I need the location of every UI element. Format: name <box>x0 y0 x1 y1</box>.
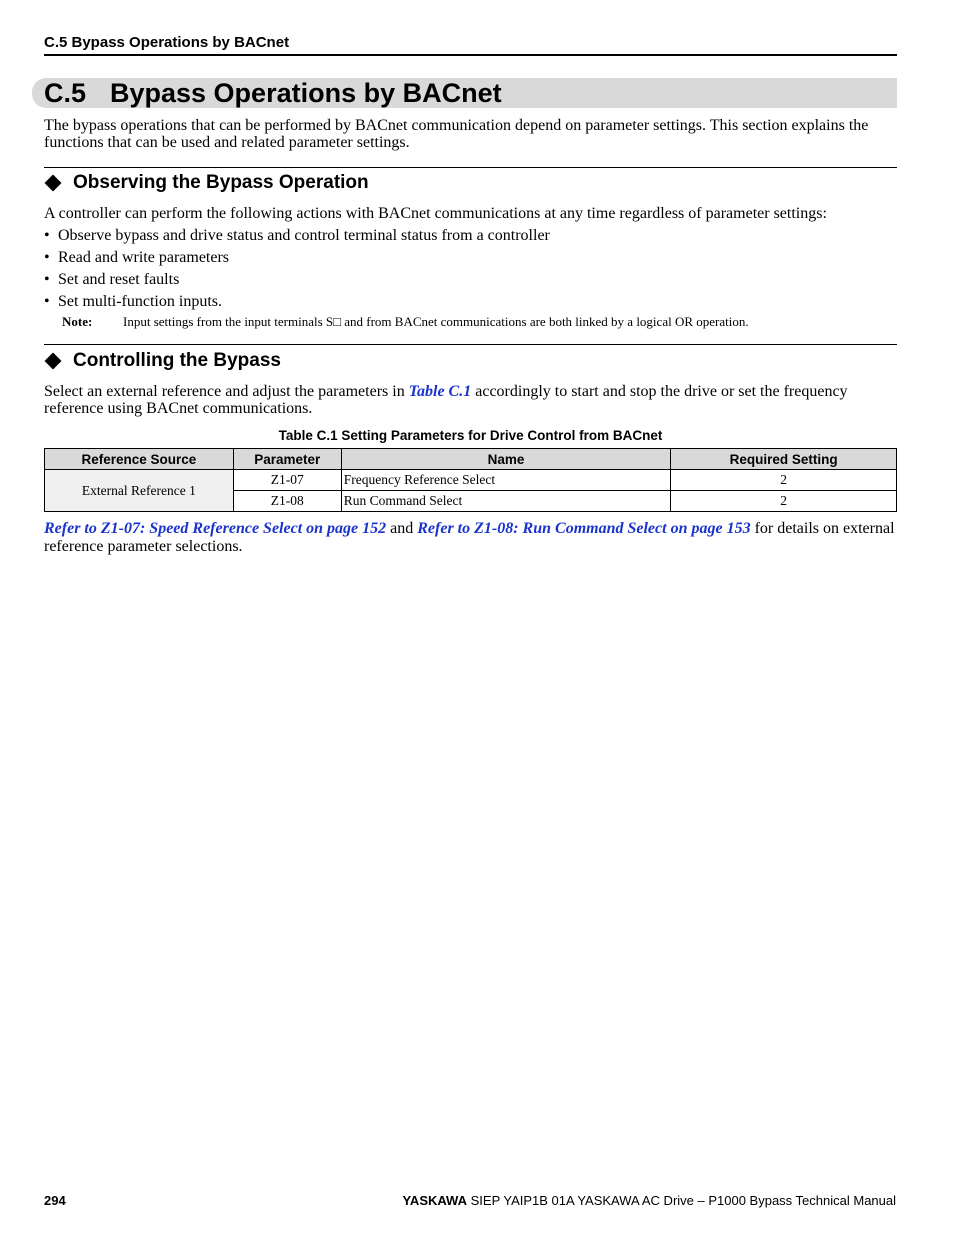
controlling-paragraph: Select an external reference and adjust the parameters in Table C.1 accordingly to start and stop the drive or set the frequency reference using BACnet communications. <box>44 383 848 417</box>
name-cell: Frequency Reference Select <box>341 470 671 491</box>
table-caption: Table C.1 Setting Parameters for Drive Control from BACnet <box>278 428 663 443</box>
name-cell: Run Command Select <box>341 491 671 512</box>
column-header: Required Setting <box>671 449 897 470</box>
section-number: C.5 <box>44 78 87 108</box>
footer-brand: YASKAWA <box>402 1193 467 1208</box>
table-link[interactable]: Table C.1 <box>408 383 472 400</box>
refer-paragraph: Refer to Z1-07: Speed Reference Select on page 152 and Refer to Z1-08: Run Command Select on page 153 for details on external reference parameter selections. <box>44 520 895 555</box>
header-rule <box>44 54 897 56</box>
parameter-cell: Z1-08 <box>233 491 341 512</box>
running-head: C.5 Bypass Operations by BACnet <box>44 34 290 51</box>
list-item: • Set multi-function inputs. <box>44 293 222 310</box>
diamond-bullet-icon <box>45 175 62 192</box>
observing-heading <box>44 172 369 194</box>
controlling-heading-text: Controlling the Bypass <box>73 350 281 371</box>
footer-manual-title: YASKAWA SIEP YAIP1B 01A YASKAWA AC Drive – P1000 Bypass Technical Manual <box>402 1193 896 1208</box>
note <box>62 314 749 330</box>
setting-cell: 2 <box>671 491 897 512</box>
refer-link-z1-08[interactable]: Refer to Z1-08: Run Command Select on page 153 <box>417 520 751 537</box>
section-title-bar <box>32 78 897 108</box>
setting-cell: 2 <box>671 470 897 491</box>
table-header-row <box>45 449 897 470</box>
parameter-table <box>44 448 897 512</box>
refer-link-z1-07[interactable]: Refer to Z1-07: Speed Reference Select on page 152 <box>44 520 387 537</box>
note-label: Note: <box>62 314 93 329</box>
intro-paragraph: The bypass operations that can be performed by BACnet communication depend on parameter settings. This section explains the functions that can be used and related parameter settings. <box>44 117 869 151</box>
page-number: 294 <box>44 1193 66 1208</box>
parameter-cell: Z1-07 <box>233 470 341 491</box>
list-item: • Observe bypass and drive status and control terminal status from a controller <box>44 227 550 244</box>
list-item: • Read and write parameters <box>44 249 230 266</box>
table-row <box>45 470 897 491</box>
section-title: Bypass Operations by BACnet <box>110 78 502 108</box>
divider-rule <box>44 344 897 345</box>
note-text: Input settings from the input terminals S□ and from BACnet communications are both linked by a logical OR operation. <box>123 314 749 329</box>
observing-heading-text: Observing the Bypass Operation <box>73 172 369 193</box>
column-header: Reference Source <box>45 449 234 470</box>
divider-rule <box>44 167 897 168</box>
reference-source-cell: External Reference 1 <box>45 470 234 512</box>
controlling-heading <box>44 350 281 372</box>
column-header: Parameter <box>233 449 341 470</box>
list-item: • Set and reset faults <box>44 271 180 288</box>
observing-paragraph: A controller can perform the following actions with BACnet communications at any time regardless of parameter settings: <box>44 205 827 222</box>
diamond-bullet-icon <box>45 353 62 370</box>
column-header: Name <box>341 449 671 470</box>
